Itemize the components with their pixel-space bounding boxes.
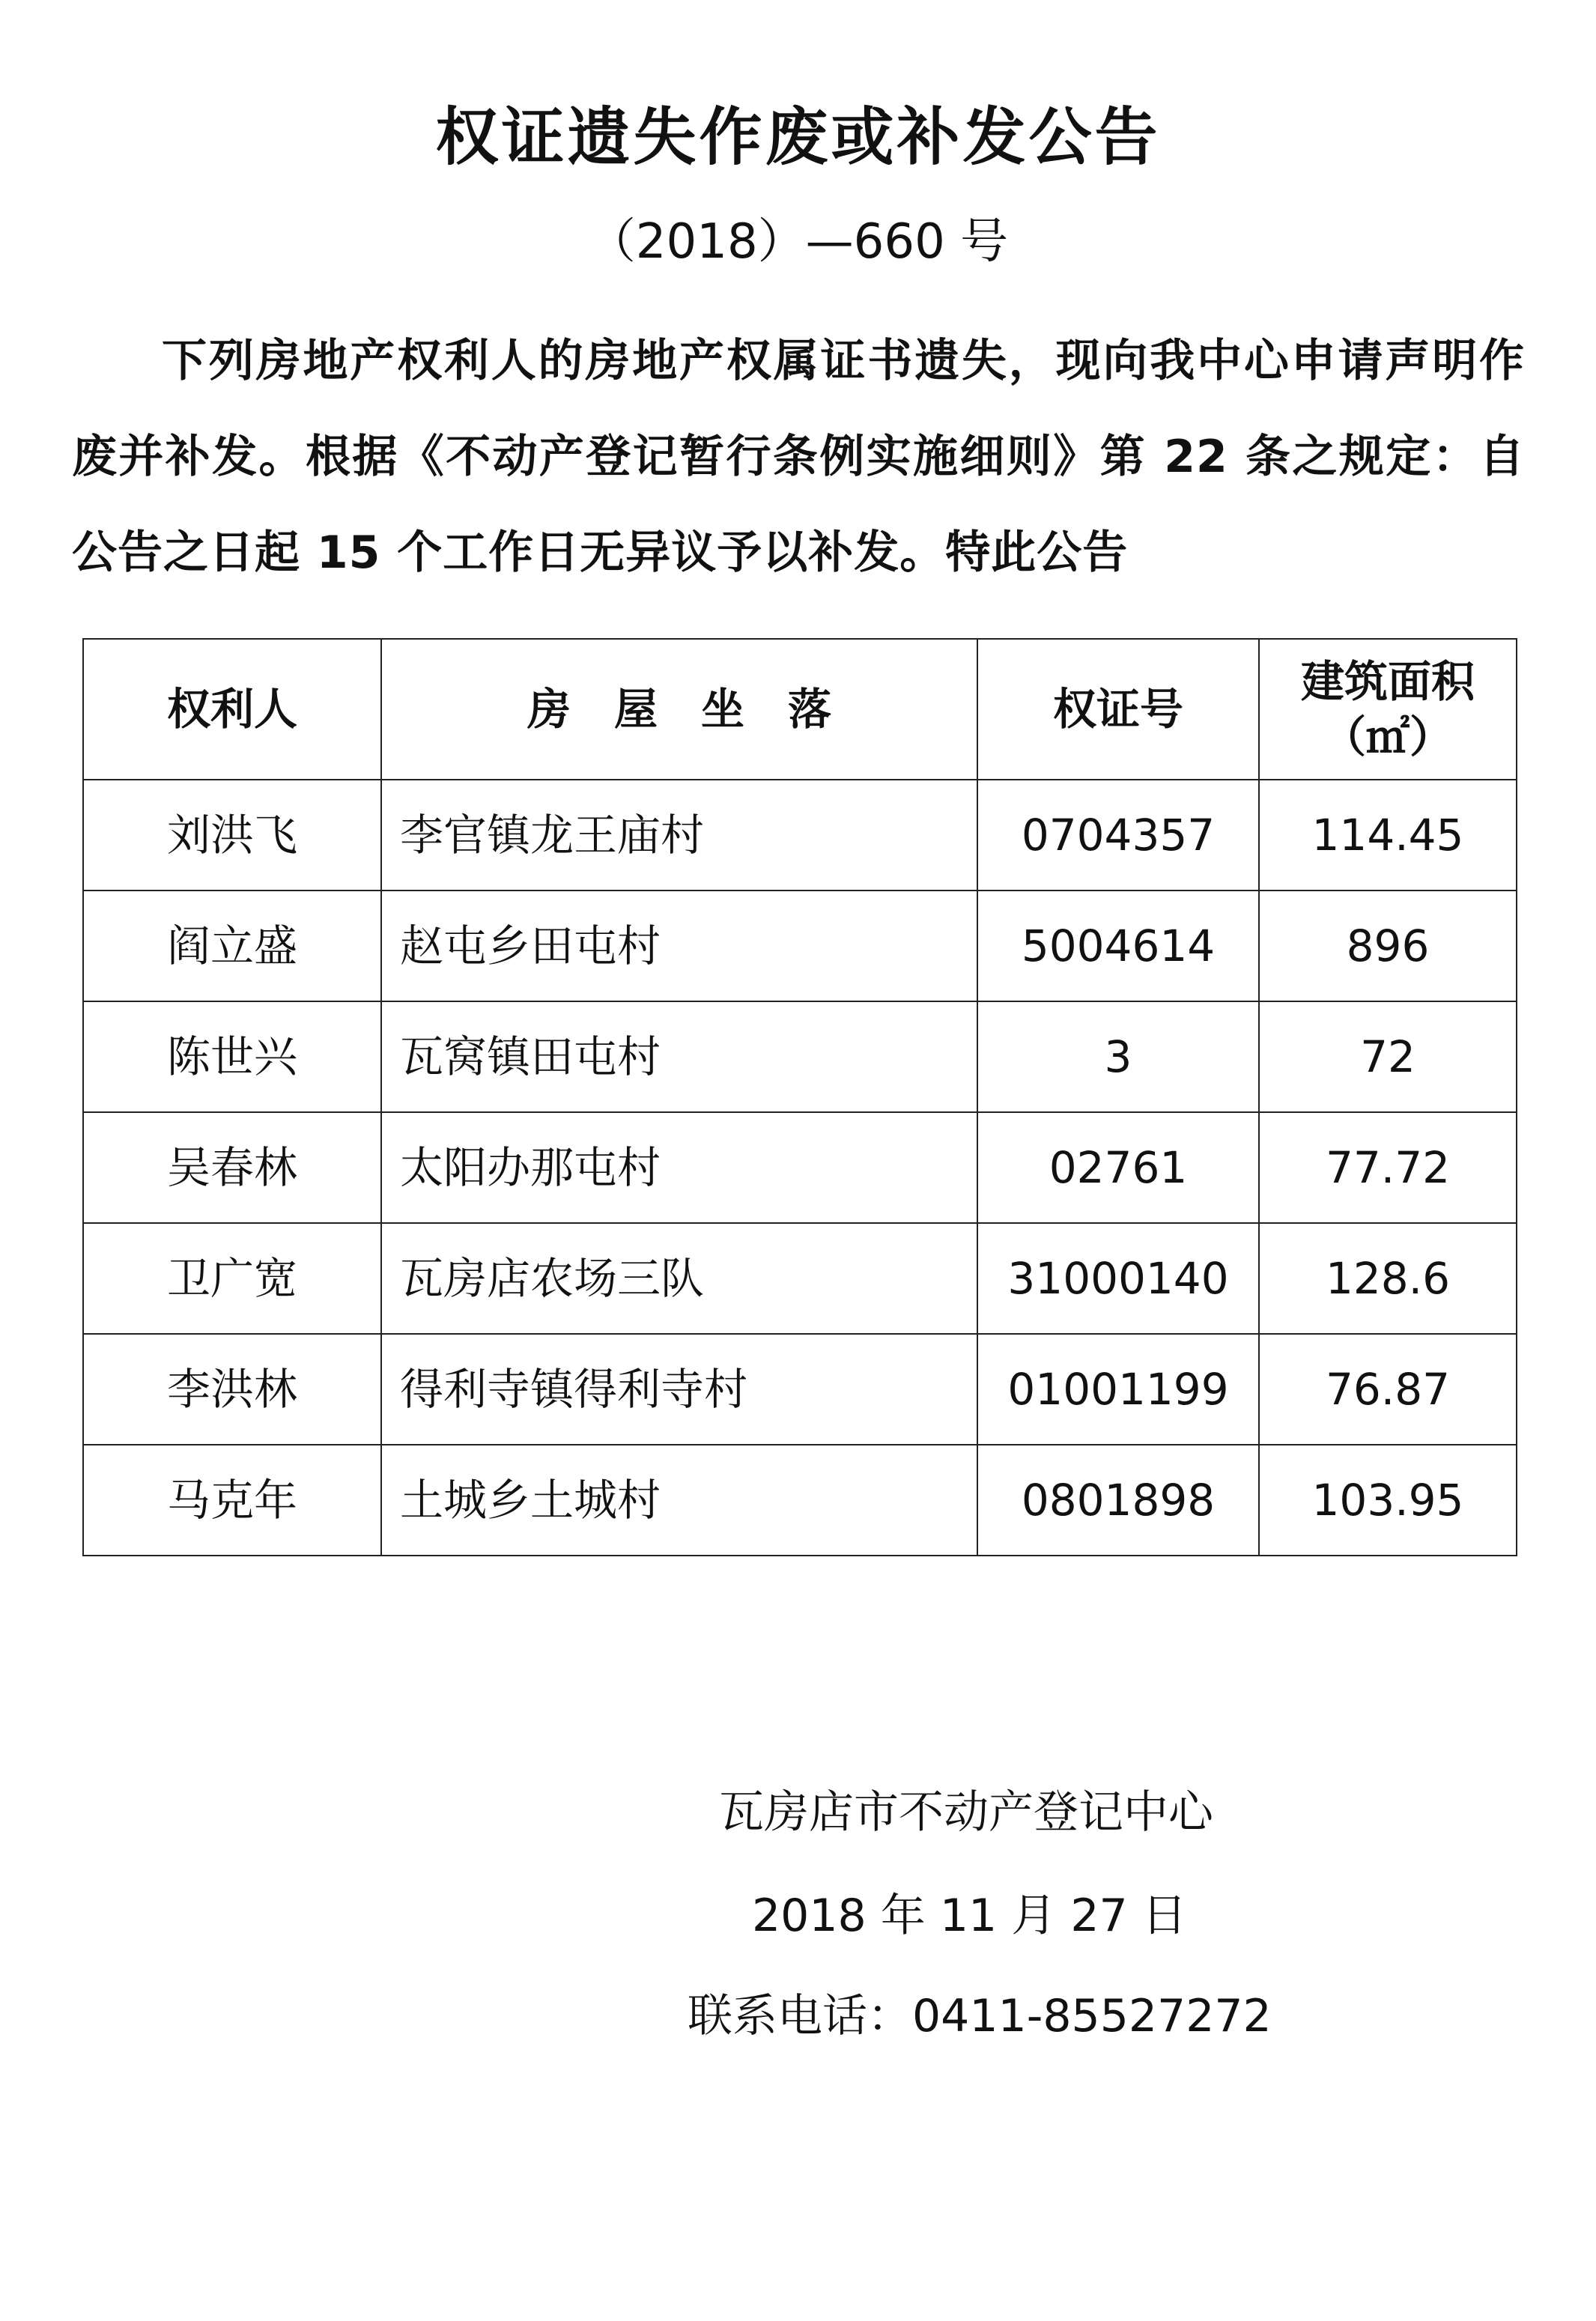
cell-address: 李官镇龙王庙村 [381,780,977,891]
issue-date-text: 2018 年 11 月 27 日 [752,1890,1187,1942]
cell-area: 103.95 [1259,1445,1517,1556]
cell-area: 77.72 [1259,1112,1517,1223]
cell-address: 赵屯乡田屯村 [381,891,977,1001]
cell-cert-no: 31000140 [977,1223,1259,1334]
cell-area: 896 [1259,891,1517,1001]
cell-address: 瓦窝镇田屯村 [381,1001,977,1112]
cell-cert-no: 5004614 [977,891,1259,1001]
cell-cert-no: 3 [977,1001,1259,1112]
table-row [83,780,1517,891]
table-row [83,1445,1517,1556]
organization-name: 瓦房店市不动产登记中心 [719,1786,1213,1839]
cell-cert-no: 02761 [977,1112,1259,1223]
lost-certificate-table [82,638,1517,1556]
cell-address: 得利寺镇得利寺村 [381,1334,977,1445]
cell-owner: 阎立盛 [83,891,381,1001]
header-area [1259,639,1517,780]
cell-address: 太阳办那屯村 [381,1112,977,1223]
header-owner: 权利人 [83,639,381,780]
notice-title: 权证遗失作废或补发公告 [435,100,1161,174]
cell-area: 76.87 [1259,1334,1517,1445]
notice-paragraph: 下列房地产权利人的房地产权属证书遗失，现向我中心申请声明作废并补发。根据《不动产登记暂行条例实施细则》第 22 条之规定：自公告之日起 15 个工作日无异议予以补发。特此公告 [72,335,1525,579]
cell-cert-no: 0801898 [977,1445,1259,1556]
cell-area: 128.6 [1259,1223,1517,1334]
header-area-unit: （㎡） [1322,712,1453,762]
header-address: 房 屋 坐 落 [381,639,977,780]
cell-owner: 李洪林 [83,1334,381,1445]
table-row [83,891,1517,1001]
cell-owner: 卫广宽 [83,1223,381,1334]
table-header-row [83,639,1517,780]
contact-phone-text: 联系电话：0411-85527272 [688,1990,1272,2042]
cell-area: 72 [1259,1001,1517,1112]
cell-owner: 马克年 [83,1445,381,1556]
cell-address: 土城乡土城村 [381,1445,977,1556]
table-row [83,1334,1517,1445]
cell-area: 114.45 [1259,780,1517,891]
cell-owner: 吴春林 [83,1112,381,1223]
cell-address: 瓦房店农场三队 [381,1223,977,1334]
cell-owner: 刘洪飞 [83,780,381,891]
table-row [83,1001,1517,1112]
header-cert-no: 权证号 [977,639,1259,780]
header-area-label: 建筑面积 [1300,656,1475,707]
table-row [83,1112,1517,1223]
document-number: （2018）—660 号 [587,214,1009,270]
cell-cert-no: 01001199 [977,1334,1259,1445]
cell-owner: 陈世兴 [83,1001,381,1112]
cell-cert-no: 0704357 [977,780,1259,891]
table-row [83,1223,1517,1334]
